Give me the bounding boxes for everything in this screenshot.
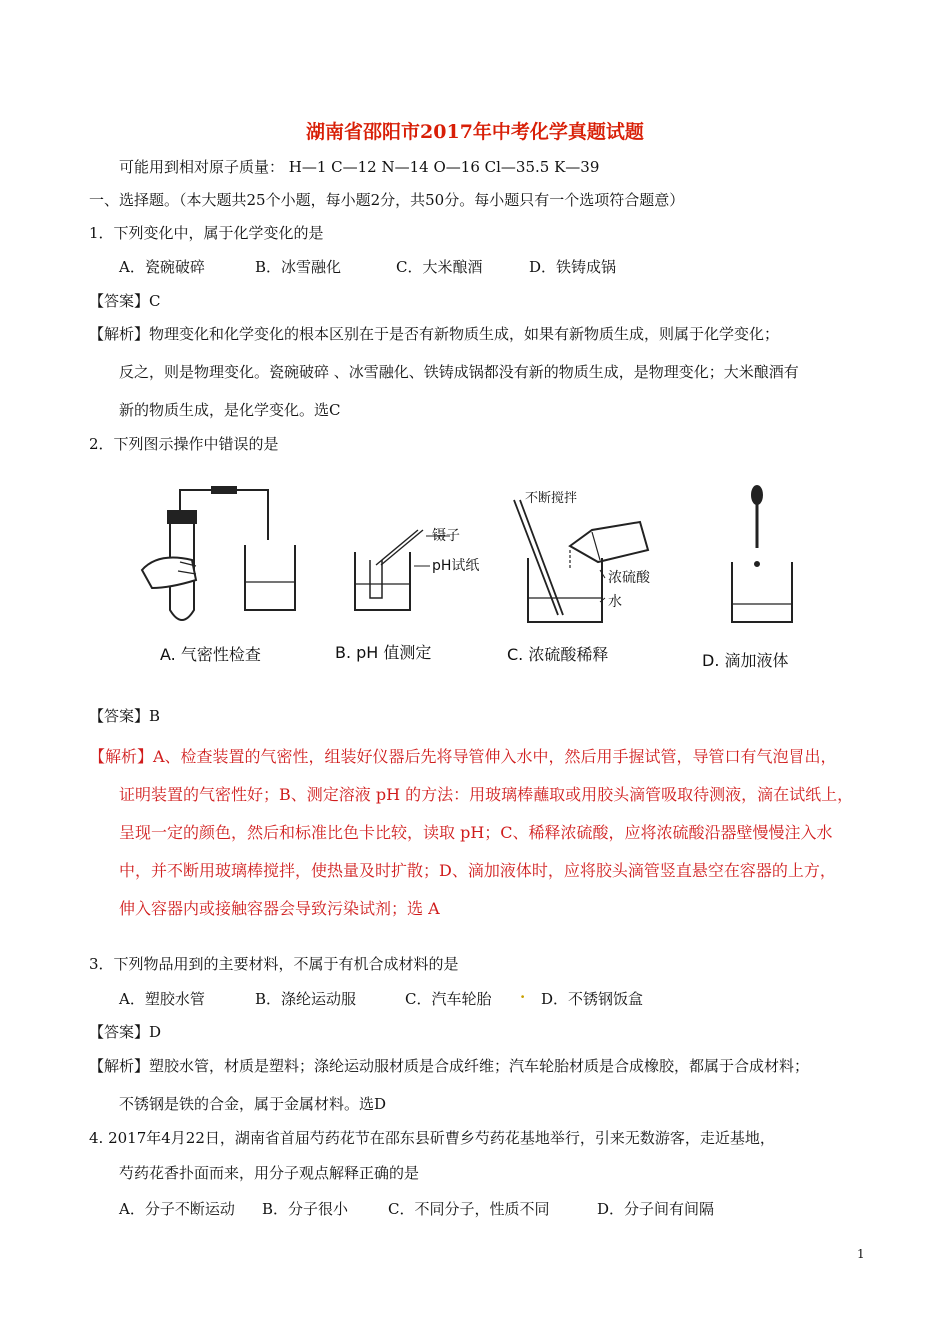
q1-answer: 【答案】C: [89, 292, 161, 310]
caption-b: B. pH 值测定: [335, 643, 432, 662]
q4-stem-line2: 芍药花香扑面而来，用分子观点解释正确的是: [119, 1164, 420, 1182]
section-heading: 一、选择题。（本大题共25个小题，每小题2分，共50分。每小题只有一个选项符合题意）: [89, 191, 685, 209]
q2-figure: [130, 470, 850, 685]
q1-analysis-line2: 反之，则是物理变化。瓷碗破碎 、冰雪融化、铁铸成锅都没有新的物质生成，是物理变化；大米酿酒有: [119, 363, 799, 381]
caption-d: D. 滴加液体: [702, 651, 789, 670]
label-stir: 不断搅拌: [525, 491, 578, 506]
q3-option-c: C．汽车轮胎: [405, 990, 492, 1008]
q1-option-b: B．冰雪融化: [255, 258, 342, 276]
label-water: 水: [608, 594, 622, 610]
q3-dot: .: [520, 984, 526, 1002]
page-title: 湖南省邵阳市2017年中考化学真题试题: [306, 121, 644, 143]
q2-analysis-line5: 伸入容器内或接触容器会导致污染试剂；选 A: [119, 899, 440, 918]
q4-option-a: A．分子不断运动: [119, 1200, 235, 1218]
q3-analysis-line1: 【解析】塑胶水管，材质是塑料；涤纶运动服材质是合成纤维；汽车轮胎材质是合成橡胶，都属于合成材料；: [89, 1057, 810, 1075]
q1-option-c: C．大米酿酒: [396, 258, 483, 276]
label-ph-paper: pH试纸: [432, 558, 480, 574]
q1-option-d: D．铁铸成锅: [529, 258, 617, 276]
q2-analysis-line1: 【解析】A、检查装置的气密性，组装好仪器后先将导管伸入水中，然后用手握试管，导管口有气泡冒出，: [89, 747, 837, 766]
label-tweezers: 镊子: [432, 528, 460, 544]
q3-answer: 【答案】D: [89, 1023, 162, 1041]
q1-stem: 1．下列变化中，属于化学变化的是: [89, 224, 324, 242]
q1-analysis-line3: 新的物质生成，是化学变化。选C: [119, 401, 341, 419]
q4-option-c: C．不同分子，性质不同: [388, 1200, 550, 1218]
caption-a: A. 气密性检查: [160, 645, 261, 664]
label-acid: 浓硫酸: [608, 570, 650, 586]
q2-stem: 2．下列图示操作中错误的是: [89, 435, 279, 453]
q3-option-b: B．涤纶运动服: [255, 990, 357, 1008]
q1-option-a: A．瓷碗破碎: [119, 258, 205, 276]
apparatus-d-dropper: [732, 486, 792, 622]
q4-option-d: D．分子间有间隔: [597, 1200, 715, 1218]
atomic-mass-line: 可能用到相对原子质量： H—1 C—12 N—14 O—16 Cl—35.5 K—39: [119, 158, 600, 176]
q3-option-a: A．塑胶水管: [119, 990, 205, 1008]
page-number: 1: [857, 1247, 865, 1261]
q3-option-d: D．不锈钢饭盒: [541, 990, 644, 1008]
apparatus-a-airtightness: [142, 487, 295, 620]
q2-analysis-line4: 中，并不断用玻璃棒搅拌，使热量及时扩散；D、滴加液体时，应将胶头滴管竖直悬空在容器的上方，: [119, 861, 836, 880]
q4-option-b: B．分子很小: [262, 1200, 349, 1218]
q2-analysis-line2: 证明装置的气密性好；B、测定溶液 pH 的方法：用玻璃棒蘸取或用胶头滴管吸取待测液，滴在试纸上，: [119, 785, 854, 804]
q3-stem: 3．下列物品用到的主要材料，不属于有机合成材料的是: [89, 955, 459, 973]
q1-analysis-line1: 【解析】物理变化和化学变化的根本区别在于是否有新物质生成，如果有新物质生成，则属于化学变化；: [89, 325, 780, 343]
q3-analysis-line2: 不锈钢是铁的合金，属于金属材料。选D: [119, 1095, 387, 1113]
caption-c: C. 浓硫酸稀释: [507, 645, 609, 664]
q2-analysis-line3: 呈现一定的颜色，然后和标准比色卡比较，读取 pH；C、稀释浓硫酸，应将浓硫酸沿器壁慢慢注入水: [119, 823, 833, 842]
q2-answer: 【答案】B: [89, 707, 161, 725]
apparatus-c-dilution: [514, 500, 648, 622]
q4-stem-line1: 4. 2017年4月22日，湖南省首届芍药花节在邵东县斫曹乡芍药花基地举行，引来无数游客，走近基地，: [89, 1129, 775, 1147]
